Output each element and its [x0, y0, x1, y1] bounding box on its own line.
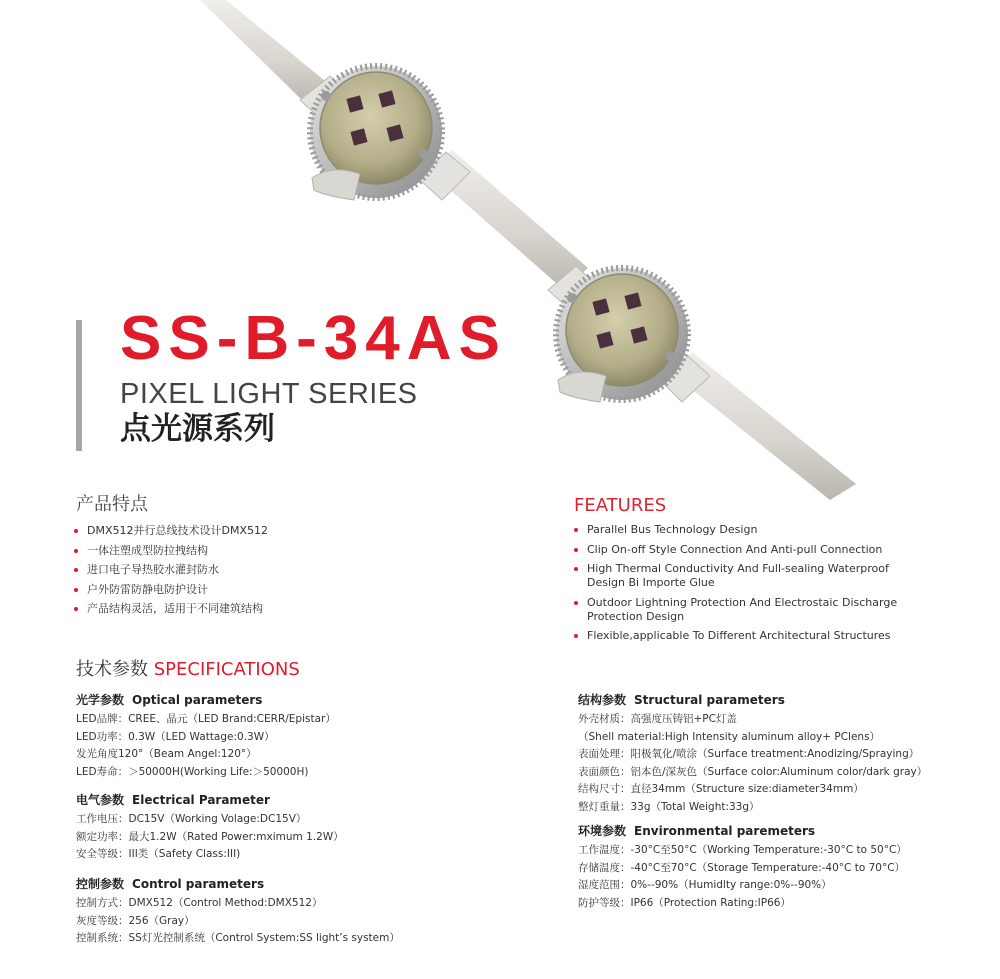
spec-line: 湿度范围：0%--90%（Humidlty range:0%--90%） — [578, 879, 832, 891]
features-en-heading: FEATURES — [574, 495, 667, 516]
feature-en-item: Parallel Bus Technology Design — [573, 523, 973, 537]
spec-line: 控制方式：DMX512（Control Method:DMX512） — [76, 897, 323, 909]
spec-line: 防护等级：IP66（Protection Rating:IP66） — [578, 896, 791, 909]
spec-line: 存储温度：-40°C至70°C（Storage Temperature:-40°C to 70°C） — [578, 861, 906, 874]
optical-heading-cn: 光学参数 — [76, 693, 125, 707]
feature-cn-item: DMX512并行总线技术设计DMX512 — [73, 524, 493, 538]
product-model: SS-B-34AS — [120, 304, 507, 373]
feature-cn-item: 一体注塑成型防拉拽结构 — [73, 544, 493, 558]
spec-line: 额定功率：最大1.2W（Rated Power:mximum 1.2W） — [76, 830, 344, 843]
spec-line: LED功率：0.3W（LED Wattage:0.3W） — [76, 730, 275, 743]
environmental-heading-cn: 环境参数 — [578, 824, 627, 838]
spec-line: 工作电压：DC15V（Working Volage:DC15V） — [76, 813, 307, 825]
environmental-heading-en: Environmental paremeters — [634, 824, 816, 838]
structural-heading-cn: 结构参数 — [578, 693, 627, 707]
spec-line: 整灯重量：33g（Total Weight:33g） — [578, 800, 760, 813]
series-title-cn: 点光源系列 — [120, 411, 275, 447]
environmental-heading — [578, 825, 815, 837]
features-cn-list — [73, 524, 493, 622]
feature-cn-item: 进口电子导热胶水灌封防水 — [73, 563, 493, 577]
features-en-list — [573, 523, 973, 649]
title-accent-bar — [76, 320, 82, 451]
control-heading-cn: 控制参数 — [76, 877, 125, 891]
optical-lines — [76, 711, 336, 781]
electrical-heading-cn: 电气参数 — [76, 793, 125, 807]
electrical-heading-en: Electrical Parameter — [132, 793, 270, 807]
optical-heading-en: Optical parameters — [132, 693, 263, 707]
structural-lines — [578, 711, 927, 816]
specifications-title-cn: 技术参数 — [76, 659, 148, 680]
spec-line: 外壳材质：高强度压铸铝+PC灯盖 — [578, 713, 737, 725]
features-cn-heading: 产品特点 — [76, 494, 148, 515]
spec-line: （Shell material:High Intensity aluminum alloy+ PClens） — [578, 730, 881, 743]
feature-en-item: High Thermal Conductivity And Full-sealing Waterproof Design Bi Importe Glue — [573, 562, 973, 590]
feature-en-item: Flexible,applicable To Different Architectural Structures — [573, 629, 973, 643]
spec-line: 工作温度：-30°C至50°C（Working Temperature:-30°C to 50°C） — [578, 844, 907, 856]
electrical-heading — [76, 794, 270, 806]
spec-line: 结构尺寸：直径34mm（Structure size:diameter34mm） — [578, 783, 864, 795]
spec-line: 发光角度120°（Beam Angel:120°） — [76, 748, 257, 760]
specifications-heading — [76, 661, 300, 679]
optical-heading — [76, 694, 262, 706]
spec-line: LED寿命：＞50000H(Working Life:＞50000H) — [76, 765, 309, 778]
spec-line: 控制系统：SS灯光控制系统（Control System:SS light’s system） — [76, 932, 400, 944]
feature-cn-item: 户外防雷防静电防护设计 — [73, 583, 493, 597]
cable — [200, 0, 856, 500]
control-lines — [76, 895, 400, 948]
feature-en-item: Outdoor Lightning Protection And Electrostaic Discharge Protection Design — [573, 596, 973, 624]
spec-line: LED品牌：CREE、晶元（LED Brand:CERR/Epistar） — [76, 713, 336, 725]
feature-cn-item: 产品结构灵活，适用于不同建筑结构 — [73, 602, 493, 616]
spec-line: 灰度等级：256（Gray） — [76, 914, 195, 927]
spec-line: 表面处理：阳极氧化/喷涂（Surface treatment:Anodizing/Spraying） — [578, 748, 920, 760]
environmental-lines — [578, 842, 907, 912]
electrical-lines — [76, 811, 344, 864]
spec-line: 安全等级：III类（Safety Class:III) — [76, 848, 241, 860]
control-heading — [76, 878, 264, 890]
feature-en-item: Clip On-off Style Connection And Anti-pull Connection — [573, 543, 973, 557]
structural-heading — [578, 694, 785, 706]
control-heading-en: Control parameters — [132, 877, 265, 891]
structural-heading-en: Structural parameters — [634, 693, 785, 707]
spec-line: 表面颜色：铝本色/深灰色（Surface color:Aluminum color/dark gray） — [578, 765, 928, 778]
specifications-title-en: SPECIFICATIONS — [153, 659, 300, 680]
series-title-en: PIXEL LIGHT SERIES — [120, 378, 418, 410]
